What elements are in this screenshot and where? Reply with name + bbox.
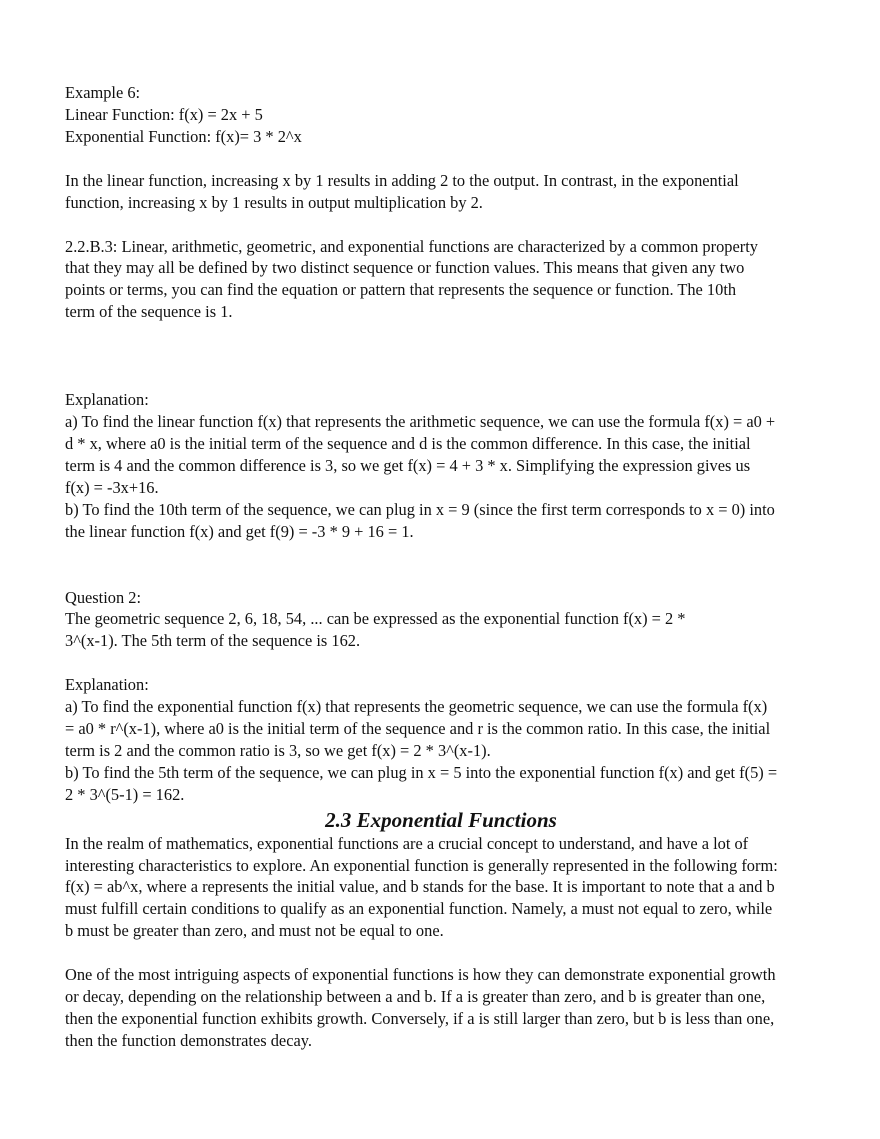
explanation-2-block <box>65 674 817 805</box>
comparison-paragraph <box>65 170 817 214</box>
paragraph-line: In the realm of mathematics, exponential functions are a crucial concept to understand, and have a lot of <box>65 833 749 853</box>
exponential-function-line: Exponential Function: f(x)= 3 * 2^x <box>65 126 302 146</box>
explanation-title: Explanation: <box>65 390 149 410</box>
document-page <box>65 82 817 1052</box>
paragraph-line: term of the sequence is 1. <box>65 302 233 322</box>
paragraph-line: interesting characteristics to explore. An exponential function is generally represented in the following form: <box>65 855 778 875</box>
paragraph-line: term is 4 and the common difference is 3, so we get f(x) = 4 + 3 * x. Simplifying the expression gives us <box>65 455 751 475</box>
paragraph-line: 3^(x-1). The 5th term of the sequence is 162. <box>65 631 361 651</box>
paragraph-line: b must be greater than zero, and must not be equal to one. <box>65 921 444 941</box>
paragraph-line: b) To find the 10th term of the sequence, we can plug in x = 9 (since the first term corresponds to x = 0) into <box>65 499 775 519</box>
question-title: Question 2: <box>65 587 142 607</box>
section-heading: 2.3 Exponential Functions <box>325 807 557 832</box>
paragraph-line: the linear function f(x) and get f(9) = -3 * 9 + 16 = 1. <box>65 521 414 541</box>
paragraph-line: f(x) = -3x+16. <box>65 477 159 497</box>
paragraph-line: In the linear function, increasing x by 1 results in adding 2 to the output. In contrast, in the exponential <box>65 170 739 190</box>
example-6-block <box>65 82 817 148</box>
paragraph-line: term is 2 and the common ratio is 3, so we get f(x) = 2 * 3^(x-1). <box>65 740 491 760</box>
paragraph-line: or decay, depending on the relationship between a and b. If a is greater than zero, and b is greater than one, <box>65 987 766 1007</box>
paragraph-line: 2 * 3^(5-1) = 162. <box>65 784 185 804</box>
paragraph-line: The geometric sequence 2, 6, 18, 54, ... can be expressed as the exponential function f(x) = 2 * <box>65 609 686 629</box>
paragraph-line: d * x, where a0 is the initial term of the sequence and d is the common difference. In this case, the initial <box>65 433 751 453</box>
explanation-title: Explanation: <box>65 675 149 695</box>
paragraph-line: points or terms, you can find the equation or pattern that represents the sequence or function. The 10th <box>65 280 737 300</box>
example-title: Example 6: <box>65 83 141 102</box>
paragraph-line: then the function demonstrates decay. <box>65 1030 312 1050</box>
paragraph-line: then the exponential function exhibits growth. Conversely, if a is still larger than zero, but b is less than one, <box>65 1009 775 1028</box>
standard-paragraph <box>65 236 817 324</box>
paragraph-line: 2.2.B.3: Linear, arithmetic, geometric, and exponential functions are characterized by a common property <box>65 236 758 256</box>
question-2-block <box>65 587 817 653</box>
paragraph-line: f(x) = ab^x, where a represents the initial value, and b stands for the base. It is important to note that a and b <box>65 877 775 897</box>
section-paragraph-2 <box>65 964 817 1052</box>
paragraph-line: function, increasing x by 1 results in output multiplication by 2. <box>65 192 483 212</box>
section-paragraph-1 <box>65 833 817 943</box>
paragraph-line: that they may all be defined by two distinct sequence or function values. This means that given any two <box>65 258 745 278</box>
paragraph-line: a) To find the exponential function f(x) that represents the geometric sequence, we can use the formula f(x) <box>65 697 768 717</box>
linear-function-line: Linear Function: f(x) = 2x + 5 <box>65 104 263 124</box>
explanation-1-block <box>65 389 817 542</box>
paragraph-line: = a0 * r^(x-1), where a0 is the initial term of the sequence and r is the common ratio. In this case, the initial <box>65 719 771 739</box>
paragraph-line: b) To find the 5th term of the sequence, we can plug in x = 5 into the exponential function f(x) and get f(5) = <box>65 762 778 782</box>
paragraph-line: a) To find the linear function f(x) that represents the arithmetic sequence, we can use the formula f(x) = a0 + <box>65 412 776 432</box>
paragraph-line: must fulfill certain conditions to qualify as an exponential function. Namely, a must not equal to zero, while <box>65 899 773 919</box>
paragraph-line: One of the most intriguing aspects of exponential functions is how they can demonstrate exponential growth <box>65 965 776 985</box>
